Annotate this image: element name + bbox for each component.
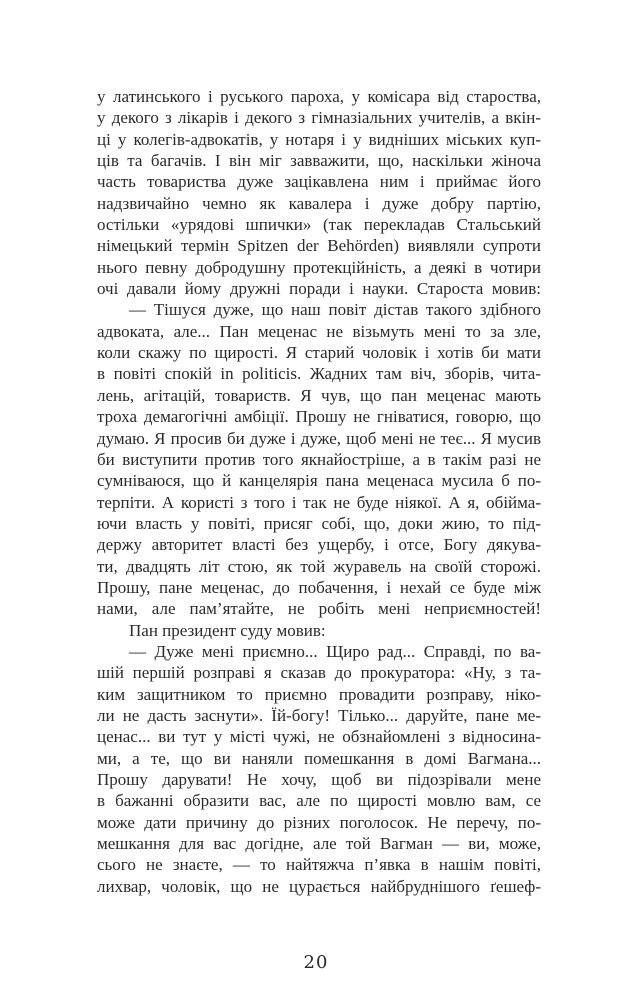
paragraph [97,641,541,897]
text-line: німецький термін Spitzen der Behörden) виявляли супроти [97,236,541,256]
text-line: ми, а те, що ви наняли помешкання в домі Вагмана... [97,748,541,768]
text-line: нами, але пам’ятайте, не робіть мені неприємностей! [97,599,541,619]
text-line: Пан президент суду мовив: [129,620,326,640]
text-line: ли не дасть заснути». Їй-богу! Тілько... даруйте, пане ме- [97,705,541,725]
text-line: Прошу, пане меценас, до побачення, і нехай се буде між [97,577,541,597]
page-number: 20 [303,952,329,973]
text-line: держу авторитет власті без ущербу, і отсе, Богу дякува- [97,535,541,555]
text-line: адвоката, але... Пан меценас не візьмуть мені то за зле, [97,321,541,341]
text-line: очі давали йому дружні поради і науки. Староста мовив: [97,279,541,299]
text-line: в повіті спокій in politicis. Жадних там віч, зборів, чита- [97,364,541,384]
text-line: шій першій розправі я сказав до прокуратора: «Ну, з та- [97,663,541,683]
paragraph [97,299,541,619]
text-line: у декого з лікарів і декого з гімназіальних учителів, а вкін- [97,108,541,128]
text-line: сього не знаєте, — то найтяжча п’явка в нашім повіті, [97,855,541,875]
text-line: часть товариства дуже зацікавлена ним і приймає його [97,172,541,192]
text-line: лихвар, чоловік, що не цурається найбруднішого ґешеф- [97,876,541,896]
text-line: ців та багачів. І він міг завважити, що, наскільки жіноча [97,151,541,171]
text-line: мешкання для вас догідне, але той Вагман — ви, може, [97,834,541,854]
text-line: коли скажу по щирості. Я старий чоловік і хотів би мати [97,343,541,363]
text-line: лень, агітацій, товариств. Я чув, що пан меценас мають [97,385,541,405]
text-line: терпіти. А користі з того і так не буде ніякої. А я, обійма- [97,492,541,512]
text-line: думаю. Я просив би дуже і дуже, щоб мені не теє... Я мусив [97,428,541,448]
text-line: остільки «урядові шпички» (так перекладав Стальський [97,215,541,235]
text-line: у латинського і руського пароха, у комісара від староства, [97,87,541,106]
body-text [97,86,541,897]
text-line: в бажанні образити вас, але по щирості мовлю вам, се [97,791,541,811]
text-line: сумніваюся, що й канцелярія пана меценаса мусила б по- [97,471,541,491]
text-line: ценас... ви тут у місті чужі, не обзнайомлені з відносина- [97,727,541,747]
text-line: троха демагогічні амбіції. Прошу не гніватися, говорю, що [97,407,541,427]
text-line: Прошу дарувати! Не хочу, щоб ви підозрівали мене [97,770,541,789]
paragraph [97,620,541,641]
text-line: ким защитником то приємно провадити розправу, ніко- [97,684,541,704]
text-line: нього певну добродушну протекційність, а деякі в чотири [97,257,541,277]
text-line: надзвичайно чемно як кавалера і дуже добру партію, [97,193,541,213]
text-line: — Тішуся дуже, що наш повіт дістав такого здібного [129,300,541,320]
text-line: може дати причину до різних поголосок. Не перечу, по- [97,812,541,832]
text-line: би виступити против того якнайостріше, а в такім разі не [97,449,541,469]
paragraph [97,86,541,299]
text-line: ці у колегів-адвокатів, у нотаря і у видніших міських куп- [97,129,541,149]
text-line: ти, двадцять літ стою, як той журавель на своїй сторожі. [97,556,541,576]
text-line: ючи власть у повіті, присяг собі, що, доки жию, то під- [97,513,541,533]
text-line: — Дуже мені приємно... Щиро рад... Справді, по ва- [129,641,541,661]
